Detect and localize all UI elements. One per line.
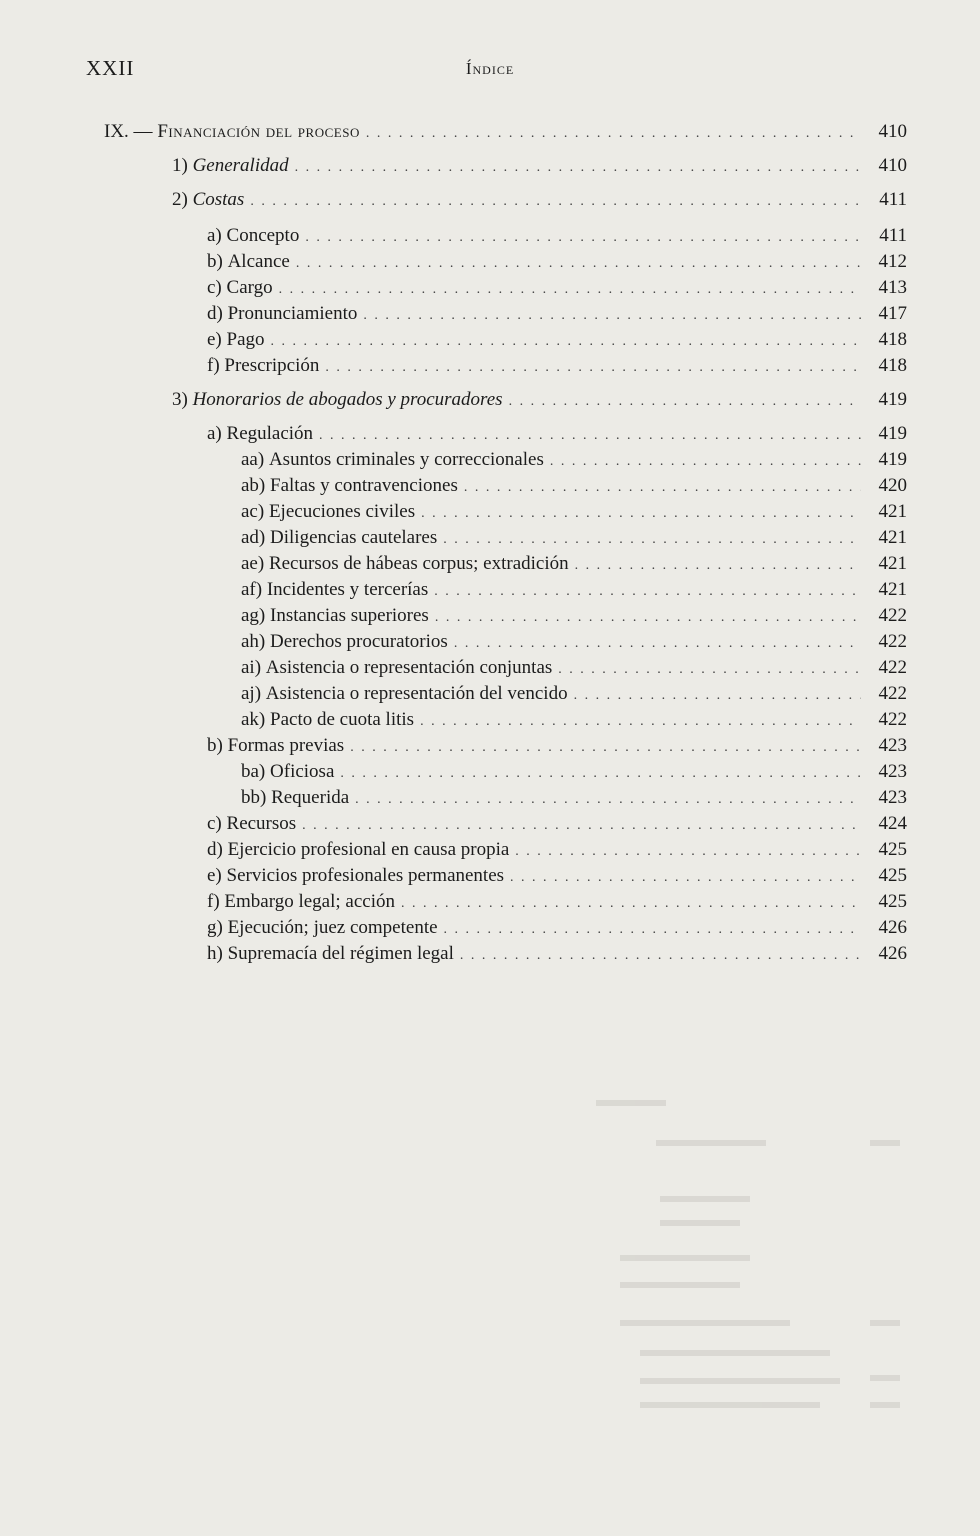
toc-entry: [241, 473, 907, 499]
toc-entry-marker: bb): [241, 787, 272, 808]
page-folio: XXII: [86, 56, 135, 80]
toc-entry-title: Ejecuciones civiles: [268, 501, 416, 522]
dot-leader: [319, 423, 861, 449]
toc-entry-page-number: 424: [878, 813, 907, 834]
toc-entry-page-number: 421: [878, 501, 907, 522]
toc-entry-marker: f): [207, 891, 225, 912]
dot-leader: [279, 277, 861, 303]
dot-leader: [575, 553, 861, 579]
toc-entry-title: Oficiosa: [270, 761, 335, 782]
toc-entry-marker: ad): [241, 527, 271, 548]
toc-entry-title: Pacto de cuota litis: [270, 709, 415, 730]
toc-entry-marker: ag): [241, 605, 271, 626]
toc-entry-title: Recursos de hábeas corpus; extradición: [268, 553, 569, 574]
toc-entry-marker: c): [207, 813, 227, 834]
toc-entry: [241, 629, 907, 655]
running-head: [0, 56, 980, 86]
toc-entry-title: Regulación: [226, 423, 314, 444]
toc-entry-marker: d): [207, 303, 228, 324]
dot-leader: [509, 389, 861, 415]
toc-entry: [207, 327, 907, 353]
toc-entry-page-number: 410: [878, 155, 907, 176]
dot-leader: [515, 839, 861, 865]
toc-entry-page-number: 421: [878, 553, 907, 574]
toc-entry-page-number: 410: [878, 121, 907, 142]
toc-entry-page-number: 411: [879, 225, 907, 246]
toc-entry-title: Derechos procuratorios: [270, 631, 448, 652]
toc-entry-title: Instancias superiores: [270, 605, 429, 626]
toc-entry-title: Asistencia o representación del vencido: [265, 683, 568, 704]
toc-entry: [172, 187, 907, 213]
toc-entry-marker: a): [207, 423, 227, 444]
dot-leader: [444, 917, 861, 943]
toc-entry-marker: IX. —: [104, 121, 158, 142]
toc-entry: [207, 941, 907, 967]
toc-entry: [241, 681, 907, 707]
dot-leader: [550, 449, 861, 475]
dot-leader: [464, 475, 861, 501]
toc-entry-title: Asistencia o representación conjuntas: [265, 657, 553, 678]
toc-entry-title: Ejecución; juez competente: [227, 917, 438, 938]
toc-entry: [241, 785, 907, 811]
toc-entry-page-number: 419: [878, 389, 907, 410]
toc-entry: [241, 577, 907, 603]
dot-leader: [363, 303, 861, 329]
toc-entry-page-number: 423: [878, 761, 907, 782]
toc-entry-marker: d): [207, 839, 228, 860]
toc-entry: [104, 119, 907, 145]
toc-entry-title: Servicios profesionales permanentes: [226, 865, 505, 886]
toc-entry-page-number: 413: [878, 277, 907, 298]
dot-leader: [340, 761, 861, 787]
dot-leader: [434, 579, 861, 605]
toc-entry-page-number: 425: [878, 839, 907, 860]
toc-entry-title: Cargo: [226, 277, 273, 298]
dot-leader: [443, 527, 861, 553]
toc-entry-page-number: 420: [878, 475, 907, 496]
toc-entry-marker: aa): [241, 449, 269, 470]
dot-leader: [350, 735, 861, 761]
toc-entry: [207, 421, 907, 447]
dot-leader: [454, 631, 861, 657]
toc-entry: [207, 889, 907, 915]
dot-leader: [366, 121, 861, 147]
toc-entry: [207, 353, 907, 379]
toc-entry-page-number: 419: [878, 449, 907, 470]
toc-entry: [207, 223, 907, 249]
toc-entry: [241, 655, 907, 681]
toc-entry-marker: ak): [241, 709, 271, 730]
toc-entry-page-number: 422: [878, 657, 907, 678]
toc-entry-marker: aj): [241, 683, 266, 704]
toc-entry-title: Supremacía del régimen legal: [227, 943, 454, 964]
toc-entry-title: Pago: [226, 329, 265, 350]
dot-leader: [325, 355, 861, 381]
toc-entry-marker: ai): [241, 657, 266, 678]
toc-entry-title: Concepto: [226, 225, 300, 246]
toc-entry: [241, 447, 907, 473]
toc-entry: [207, 733, 907, 759]
toc-entry-page-number: 421: [878, 579, 907, 600]
toc-entry: [172, 153, 907, 179]
toc-entry-page-number: 418: [878, 329, 907, 350]
dot-leader: [401, 891, 861, 917]
toc-entry-page-number: 426: [878, 943, 907, 964]
toc-entry-title: Financiación del proceso: [157, 121, 360, 142]
dot-leader: [296, 251, 861, 277]
toc-entry-marker: h): [207, 943, 228, 964]
toc-entry: [241, 525, 907, 551]
toc-entry-title: Prescripción: [224, 355, 320, 376]
toc-entry-page-number: 411: [879, 189, 907, 210]
toc-entry-title: Pronunciamiento: [227, 303, 358, 324]
toc-entry-marker: ah): [241, 631, 271, 652]
toc-entry-marker: ba): [241, 761, 271, 782]
toc-entry-marker: af): [241, 579, 267, 600]
dot-leader: [250, 189, 861, 215]
toc-entry-title: Incidentes y tercerías: [266, 579, 429, 600]
dot-leader: [295, 155, 861, 181]
toc-entry-title: Alcance: [227, 251, 290, 272]
dot-leader: [420, 709, 861, 735]
toc-entry-page-number: 423: [878, 787, 907, 808]
toc-entry: [207, 249, 907, 275]
toc-entry: [172, 387, 907, 413]
toc-entry-marker: 1): [172, 155, 193, 176]
toc-entry-page-number: 425: [878, 891, 907, 912]
toc-entry-title: Recursos: [226, 813, 297, 834]
toc-entry: [207, 915, 907, 941]
dot-leader: [271, 329, 861, 355]
toc-entry-title: Generalidad: [192, 155, 289, 176]
dot-leader: [355, 787, 861, 813]
dot-leader: [435, 605, 861, 631]
toc-entry-title: Ejercicio profesional en causa propia: [227, 839, 510, 860]
toc-entry: [241, 707, 907, 733]
dot-leader: [302, 813, 861, 839]
toc-entry: [207, 837, 907, 863]
toc-entry-page-number: 421: [878, 527, 907, 548]
toc-entry-page-number: 422: [878, 631, 907, 652]
toc-entry-marker: b): [207, 251, 228, 272]
toc-entry: [207, 275, 907, 301]
toc-entry-page-number: 425: [878, 865, 907, 886]
toc-entry-title: Diligencias cautelares: [270, 527, 438, 548]
toc-entry-page-number: 422: [878, 683, 907, 704]
toc-entry-page-number: 418: [878, 355, 907, 376]
dot-leader: [558, 657, 861, 683]
toc-entry-page-number: 412: [878, 251, 907, 272]
running-title: Índice: [465, 59, 515, 78]
toc-entry: [241, 759, 907, 785]
toc-entry-marker: g): [207, 917, 228, 938]
toc-entry-marker: e): [207, 329, 227, 350]
toc-entry-marker: 2): [172, 189, 193, 210]
dot-leader: [421, 501, 861, 527]
toc-entry-page-number: 419: [878, 423, 907, 444]
toc-entry-marker: b): [207, 735, 228, 756]
toc-entry-title: Asuntos criminales y correccionales: [268, 449, 544, 470]
toc-entry-page-number: 426: [878, 917, 907, 938]
toc-entry: [241, 551, 907, 577]
toc-entry-title: Faltas y contravenciones: [270, 475, 458, 496]
toc-entry: [207, 301, 907, 327]
dot-leader: [460, 943, 861, 969]
toc-entry-title: Honorarios de abogados y procuradores: [192, 389, 503, 410]
toc-entry-marker: f): [207, 355, 225, 376]
toc-entry-title: Requerida: [271, 787, 350, 808]
toc-entry-page-number: 423: [878, 735, 907, 756]
toc-entry-marker: c): [207, 277, 227, 298]
toc-entry-marker: ae): [241, 553, 269, 574]
toc-entry: [207, 863, 907, 889]
toc-entry-marker: ac): [241, 501, 269, 522]
toc-entry-page-number: 417: [878, 303, 907, 324]
dot-leader: [510, 865, 861, 891]
toc-entry: [207, 811, 907, 837]
toc-entry-title: Costas: [192, 189, 245, 210]
toc-entry: [241, 499, 907, 525]
toc-entry-title: Embargo legal; acción: [224, 891, 395, 912]
toc-entry-marker: e): [207, 865, 227, 886]
dot-leader: [574, 683, 861, 709]
toc-entry-title: Formas previas: [227, 735, 345, 756]
dot-leader: [305, 225, 861, 251]
toc-entry-page-number: 422: [878, 605, 907, 626]
toc-entry-marker: a): [207, 225, 227, 246]
toc-entry-page-number: 422: [878, 709, 907, 730]
toc-entry: [241, 603, 907, 629]
toc-entry-marker: ab): [241, 475, 271, 496]
toc-entry-marker: 3): [172, 389, 193, 410]
